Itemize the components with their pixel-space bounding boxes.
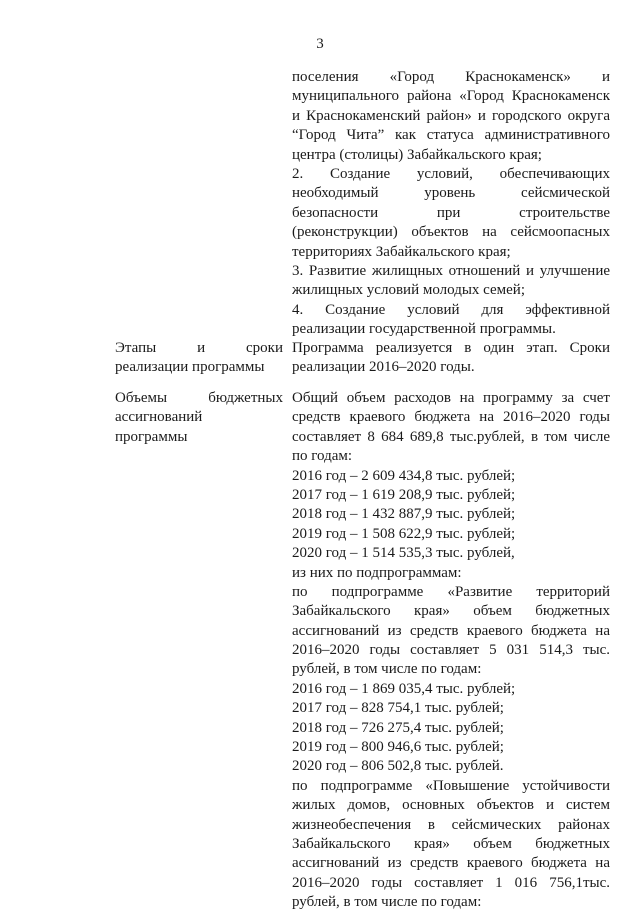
text-line: жилищных условий молодых семей;	[292, 282, 525, 299]
text-line: и Краснокаменский район» и городского округа	[292, 107, 610, 124]
text-line: составляет 8 684 689,8 тыс.рублей, в том числе	[292, 428, 610, 445]
text-line: программы	[115, 428, 188, 445]
text-line: жилых домов, основных объектов и систем	[292, 797, 610, 814]
text-line: ассигнований из средств краевого бюджета на	[292, 855, 610, 872]
text-line: по подпрограмме «Повышение устойчивости	[292, 777, 610, 794]
text-line: 3. Развитие жилищных отношений и улучшение	[292, 262, 610, 279]
text-line: 2019 год – 1 508 622,9 тыс. рублей;	[292, 525, 516, 542]
text-line: 2. Создание условий, обеспечивающих	[292, 165, 610, 182]
text-line: средств краевого бюджета на 2016–2020 годы	[292, 409, 610, 426]
value-cell-budget	[292, 389, 610, 913]
text-line: муниципального района «Город Краснокаменск	[292, 88, 610, 105]
text-line: необходимый уровень сейсмической	[292, 185, 610, 202]
text-line: 2016–2020 годы составляет 1 016 756,1тыс.	[292, 874, 610, 891]
text-line: 2019 год – 800 946,6 тыс. рублей;	[292, 739, 504, 756]
text-line: безопасности при строительстве	[292, 204, 610, 221]
text-line: 2018 год – 1 432 887,9 тыс. рублей;	[292, 506, 516, 523]
text-line: Забайкальского края» объем бюджетных	[292, 835, 610, 852]
text-line: ассигнований из средств краевого бюджета на	[292, 622, 610, 639]
text-line: реализации 2016–2020 годы.	[292, 359, 475, 376]
label-cell-stages	[115, 339, 283, 378]
text-line: из них по подпрограммам:	[292, 564, 462, 581]
text-line: “Город Чита” как статуса административного	[292, 127, 610, 144]
text-line: территориях Забайкальского края;	[292, 243, 511, 260]
text-line: 2017 год – 1 619 208,9 тыс. рублей;	[292, 486, 516, 503]
text-line: Объемы бюджетных	[115, 390, 283, 406]
text-line: Программа реализуется в один этап. Сроки	[292, 340, 610, 356]
text-line: 2016–2020 годы составляет 5 031 514,3 тыс.	[292, 642, 610, 659]
text-line: Забайкальского края» объем бюджетных	[292, 603, 610, 620]
page-number: 3	[316, 36, 324, 52]
text-line: 2017 год – 828 754,1 тыс. рублей;	[292, 700, 504, 717]
text-line: 2016 год – 1 869 035,4 тыс. рублей;	[292, 680, 516, 697]
value-cell-stages	[292, 339, 610, 378]
text-line: 4. Создание условий для эффективной	[292, 301, 610, 318]
text-line: жизнеобеспечения в сейсмических районах	[292, 816, 610, 833]
text-line: ассигнований	[115, 409, 203, 426]
text-line: рублей, в том числе по годам:	[292, 894, 482, 911]
label-cell-budget	[115, 389, 283, 447]
text-line: 2016 год – 2 609 434,8 тыс. рублей;	[292, 467, 516, 484]
text-line: 2018 год – 726 275,4 тыс. рублей;	[292, 719, 504, 736]
text-line: по годам:	[292, 448, 353, 465]
text-line: Этапы и сроки	[115, 340, 283, 356]
text-line: поселения «Город Краснокаменск» и	[292, 69, 610, 85]
text-line: рублей, в том числе по годам:	[292, 661, 482, 678]
goals-continuation	[292, 68, 610, 339]
text-line: реализации государственной программы.	[292, 321, 556, 338]
text-line: 2020 год – 806 502,8 тыс. рублей.	[292, 758, 504, 775]
text-line: Общий объем расходов на программу за счет	[292, 390, 610, 406]
text-line: центра (столицы) Забайкальского края;	[292, 146, 542, 163]
text-line: по подпрограмме «Развитие территорий	[292, 583, 610, 600]
text-line: реализации программы	[115, 359, 265, 376]
text-line: (реконструкции) объектов на сейсмоопасных	[292, 224, 610, 241]
text-line: 2020 год – 1 514 535,3 тыс. рублей,	[292, 545, 515, 562]
